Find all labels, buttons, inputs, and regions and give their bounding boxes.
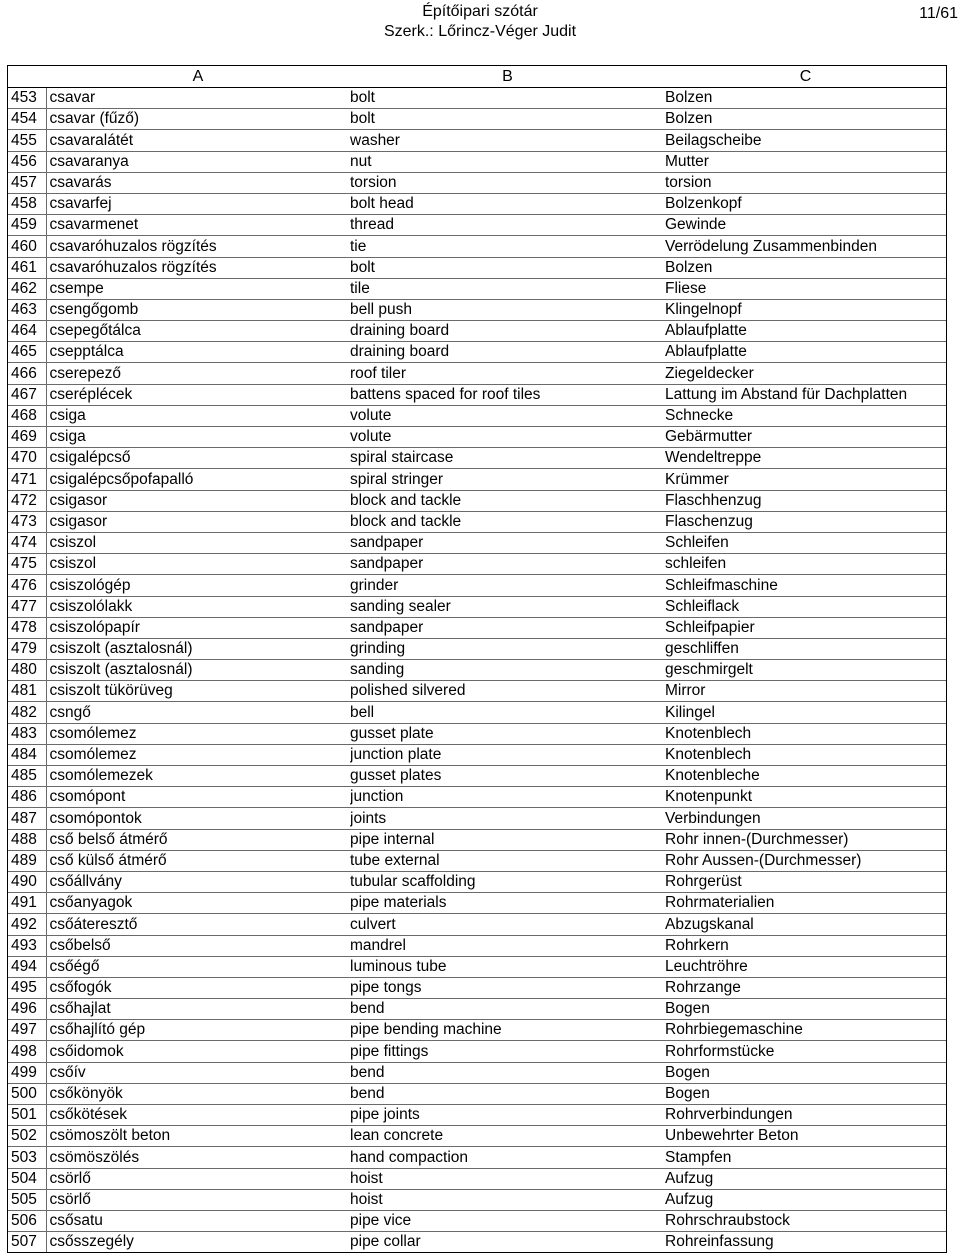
german-term: Rohrzange [665, 977, 946, 998]
table-row [8, 723, 946, 744]
hungarian-term: csigalépcső [46, 448, 350, 469]
row-number: 498 [8, 1041, 46, 1062]
english-term: pipe internal [350, 829, 665, 850]
row-number: 499 [8, 1062, 46, 1083]
row-number: 457 [8, 172, 46, 193]
table-row [8, 172, 946, 193]
table-row [8, 299, 946, 320]
document-title: Építőipari szótár [422, 3, 538, 20]
german-term: Schleifen [665, 532, 946, 553]
english-term: thread [350, 215, 665, 236]
german-term: Bogen [665, 1062, 946, 1083]
german-term: torsion [665, 172, 946, 193]
english-term: hoist [350, 1168, 665, 1189]
german-term: Mirror [665, 681, 946, 702]
english-term: tile [350, 278, 665, 299]
table-row [8, 702, 946, 723]
hungarian-term: csengőgomb [46, 299, 350, 320]
table-row [8, 215, 946, 236]
hungarian-term: csiszol [46, 532, 350, 553]
german-term: Bogen [665, 999, 946, 1020]
english-term: gusset plates [350, 766, 665, 787]
hungarian-term: csőív [46, 1062, 350, 1083]
english-term: pipe tongs [350, 977, 665, 998]
german-term: Ablaufplatte [665, 342, 946, 363]
row-number: 463 [8, 299, 46, 320]
row-number: 460 [8, 236, 46, 257]
row-number: 477 [8, 596, 46, 617]
row-number: 490 [8, 871, 46, 892]
english-term: block and tackle [350, 511, 665, 532]
hungarian-term: csngő [46, 702, 350, 723]
table-row [8, 88, 946, 109]
english-term: pipe materials [350, 893, 665, 914]
german-term: Bolzen [665, 88, 946, 109]
english-term: bend [350, 1062, 665, 1083]
row-number: 504 [8, 1168, 46, 1189]
table-row [8, 1083, 946, 1104]
row-number: 501 [8, 1105, 46, 1126]
row-number: 474 [8, 532, 46, 553]
german-term: Knotenblech [665, 723, 946, 744]
english-term: sandpaper [350, 554, 665, 575]
hungarian-term: csiszol [46, 554, 350, 575]
german-term: Rohr Aussen-(Durchmesser) [665, 850, 946, 871]
english-term: spiral stringer [350, 469, 665, 490]
column-header-b: B [350, 66, 665, 88]
german-term: Rohr innen-(Durchmesser) [665, 829, 946, 850]
table-row [8, 956, 946, 977]
row-number: 503 [8, 1147, 46, 1168]
german-term: Bogen [665, 1083, 946, 1104]
german-term: Ziegeldecker [665, 363, 946, 384]
table-row [8, 321, 946, 342]
hungarian-term: csomópont [46, 787, 350, 808]
hungarian-term: csepptálca [46, 342, 350, 363]
english-term: draining board [350, 342, 665, 363]
german-term: Verbindungen [665, 808, 946, 829]
row-number: 500 [8, 1083, 46, 1104]
table-row [8, 1041, 946, 1062]
english-term: bolt [350, 257, 665, 278]
dictionary-table [8, 66, 946, 1253]
hungarian-term: csiszolópapír [46, 617, 350, 638]
row-number: 491 [8, 893, 46, 914]
table-row [8, 596, 946, 617]
german-term: Rohrformstücke [665, 1041, 946, 1062]
hungarian-term: csőégő [46, 956, 350, 977]
hungarian-term: cseréplécek [46, 384, 350, 405]
table-row [8, 1105, 946, 1126]
row-number: 481 [8, 681, 46, 702]
german-term: Schleifmaschine [665, 575, 946, 596]
row-number: 478 [8, 617, 46, 638]
english-term: pipe bending machine [350, 1020, 665, 1041]
table-row [8, 109, 946, 130]
german-term: Bolzen [665, 257, 946, 278]
german-term: Flaschenzug [665, 511, 946, 532]
english-term: sandpaper [350, 532, 665, 553]
german-term: Leuchtröhre [665, 956, 946, 977]
row-number: 496 [8, 999, 46, 1020]
english-term: tie [350, 236, 665, 257]
hungarian-term: csőfogók [46, 977, 350, 998]
row-number: 458 [8, 193, 46, 214]
table-row [8, 1168, 946, 1189]
german-term: Gebärmutter [665, 427, 946, 448]
german-term: geschliffen [665, 638, 946, 659]
table-row [8, 638, 946, 659]
english-term: hand compaction [350, 1147, 665, 1168]
table-row [8, 405, 946, 426]
hungarian-term: cső belső átmérő [46, 829, 350, 850]
row-number: 453 [8, 88, 46, 109]
table-row [8, 850, 946, 871]
row-number: 489 [8, 850, 46, 871]
german-term: Lattung im Abstand für Dachplatten [665, 384, 946, 405]
english-term: tubular scaffolding [350, 871, 665, 892]
hungarian-term: csomólemezek [46, 766, 350, 787]
table-row [8, 532, 946, 553]
english-term: grinding [350, 638, 665, 659]
english-term: luminous tube [350, 956, 665, 977]
row-number: 468 [8, 405, 46, 426]
row-number: 465 [8, 342, 46, 363]
german-term: Beilagscheibe [665, 130, 946, 151]
english-term: polished silvered [350, 681, 665, 702]
column-header-number [8, 66, 46, 88]
hungarian-term: csavaróhuzalos rögzítés [46, 236, 350, 257]
english-term: battens spaced for roof tiles [350, 384, 665, 405]
hungarian-term: csavar [46, 88, 350, 109]
row-number: 483 [8, 723, 46, 744]
table-body [8, 88, 946, 1253]
german-term: Mutter [665, 151, 946, 172]
english-term: draining board [350, 321, 665, 342]
english-term: bell push [350, 299, 665, 320]
german-term: Unbewehrter Beton [665, 1126, 946, 1147]
german-term: Wendeltreppe [665, 448, 946, 469]
table-row [8, 363, 946, 384]
english-term: volute [350, 427, 665, 448]
german-term: Ablaufplatte [665, 321, 946, 342]
english-term: nut [350, 151, 665, 172]
german-term: Rohreinfassung [665, 1232, 946, 1253]
row-number: 487 [8, 808, 46, 829]
table-row [8, 278, 946, 299]
english-term: tube external [350, 850, 665, 871]
table-row [8, 427, 946, 448]
english-term: mandrel [350, 935, 665, 956]
hungarian-term: csavarás [46, 172, 350, 193]
english-term: bend [350, 1083, 665, 1104]
english-term: joints [350, 808, 665, 829]
english-term: volute [350, 405, 665, 426]
row-number: 473 [8, 511, 46, 532]
table-row [8, 617, 946, 638]
hungarian-term: csömoszölt beton [46, 1126, 350, 1147]
english-term: roof tiler [350, 363, 665, 384]
row-number: 459 [8, 215, 46, 236]
row-number: 480 [8, 660, 46, 681]
hungarian-term: csőhajlító gép [46, 1020, 350, 1041]
german-term: Schleiflack [665, 596, 946, 617]
hungarian-term: csőkötések [46, 1105, 350, 1126]
english-term: bell [350, 702, 665, 723]
row-number: 454 [8, 109, 46, 130]
table-row [8, 469, 946, 490]
row-number: 456 [8, 151, 46, 172]
german-term: Knotenblech [665, 744, 946, 765]
table-row [8, 236, 946, 257]
german-term: Rohrgerüst [665, 871, 946, 892]
german-term: Schleifpapier [665, 617, 946, 638]
table-row [8, 766, 946, 787]
hungarian-term: csősatu [46, 1210, 350, 1231]
row-number: 479 [8, 638, 46, 659]
hungarian-term: csepegőtálca [46, 321, 350, 342]
row-number: 502 [8, 1126, 46, 1147]
german-term: Schnecke [665, 405, 946, 426]
table-row [8, 193, 946, 214]
english-term: pipe fittings [350, 1041, 665, 1062]
hungarian-term: csigalépcsőpofapalló [46, 469, 350, 490]
hungarian-term: csőkönyök [46, 1083, 350, 1104]
english-term: sanding sealer [350, 596, 665, 617]
row-number: 488 [8, 829, 46, 850]
row-number: 484 [8, 744, 46, 765]
table-row [8, 1210, 946, 1231]
german-term: Krümmer [665, 469, 946, 490]
german-term: Bolzenkopf [665, 193, 946, 214]
hungarian-term: csigasor [46, 511, 350, 532]
german-term: Rohrmaterialien [665, 893, 946, 914]
table-row [8, 257, 946, 278]
row-number: 494 [8, 956, 46, 977]
table-row [8, 935, 946, 956]
table-row [8, 999, 946, 1020]
hungarian-term: csiga [46, 427, 350, 448]
row-number: 471 [8, 469, 46, 490]
english-term: junction plate [350, 744, 665, 765]
hungarian-term: csőállvány [46, 871, 350, 892]
table-row [8, 660, 946, 681]
table-row [8, 1020, 946, 1041]
english-term: sanding [350, 660, 665, 681]
table-row [8, 744, 946, 765]
hungarian-term: csőbelső [46, 935, 350, 956]
english-term: pipe collar [350, 1232, 665, 1253]
row-number: 472 [8, 490, 46, 511]
row-number: 455 [8, 130, 46, 151]
hungarian-term: cserepező [46, 363, 350, 384]
hungarian-term: csörlő [46, 1189, 350, 1210]
german-term: Kilingel [665, 702, 946, 723]
hungarian-term: csőidomok [46, 1041, 350, 1062]
hungarian-term: csavaróhuzalos rögzítés [46, 257, 350, 278]
hungarian-term: csörlő [46, 1168, 350, 1189]
hungarian-term: csavarfej [46, 193, 350, 214]
english-term: pipe joints [350, 1105, 665, 1126]
german-term: Aufzug [665, 1168, 946, 1189]
row-number: 485 [8, 766, 46, 787]
hungarian-term: csomópontok [46, 808, 350, 829]
english-term: grinder [350, 575, 665, 596]
german-term: Knotenpunkt [665, 787, 946, 808]
row-number: 467 [8, 384, 46, 405]
row-number: 493 [8, 935, 46, 956]
table-row [8, 1232, 946, 1253]
table-row [8, 1189, 946, 1210]
row-number: 505 [8, 1189, 46, 1210]
table-row [8, 893, 946, 914]
hungarian-term: csiga [46, 405, 350, 426]
row-number: 461 [8, 257, 46, 278]
english-term: torsion [350, 172, 665, 193]
page-number: 11/61 [919, 5, 958, 22]
english-term: washer [350, 130, 665, 151]
row-number: 495 [8, 977, 46, 998]
english-term: bolt [350, 109, 665, 130]
hungarian-term: csavarmenet [46, 215, 350, 236]
dictionary-sheet [7, 65, 947, 1253]
german-term: Verrödelung Zusammenbinden [665, 236, 946, 257]
column-header-a: A [46, 66, 350, 88]
table-row [8, 829, 946, 850]
german-term: Flaschhenzug [665, 490, 946, 511]
table-row [8, 448, 946, 469]
table-row [8, 490, 946, 511]
english-term: hoist [350, 1189, 665, 1210]
hungarian-term: csigasor [46, 490, 350, 511]
english-term: bolt head [350, 193, 665, 214]
table-row [8, 384, 946, 405]
hungarian-term: csempe [46, 278, 350, 299]
hungarian-term: csiszolólakk [46, 596, 350, 617]
table-row [8, 575, 946, 596]
table-row [8, 511, 946, 532]
german-term: Aufzug [665, 1189, 946, 1210]
hungarian-term: csavaralátét [46, 130, 350, 151]
column-header-c: C [665, 66, 946, 88]
table-row [8, 1126, 946, 1147]
english-term: gusset plate [350, 723, 665, 744]
german-term: Rohrkern [665, 935, 946, 956]
english-term: junction [350, 787, 665, 808]
document-editor: Szerk.: Lőrincz-Véger Judit [383, 23, 577, 40]
row-number: 466 [8, 363, 46, 384]
english-term: lean concrete [350, 1126, 665, 1147]
row-number: 464 [8, 321, 46, 342]
table-row [8, 808, 946, 829]
hungarian-term: csőáteresztő [46, 914, 350, 935]
table-row [8, 1147, 946, 1168]
table-row [8, 871, 946, 892]
row-number: 462 [8, 278, 46, 299]
hungarian-term: csavaranya [46, 151, 350, 172]
english-term: sandpaper [350, 617, 665, 638]
row-number: 476 [8, 575, 46, 596]
hungarian-term: csiszológép [46, 575, 350, 596]
row-number: 506 [8, 1210, 46, 1231]
hungarian-term: csőanyagok [46, 893, 350, 914]
german-term: Klingelnopf [665, 299, 946, 320]
english-term: culvert [350, 914, 665, 935]
german-term: Fliese [665, 278, 946, 299]
table-row [8, 1062, 946, 1083]
table-row [8, 151, 946, 172]
row-number: 497 [8, 1020, 46, 1041]
column-header-row [8, 66, 946, 88]
row-number: 470 [8, 448, 46, 469]
table-row [8, 977, 946, 998]
hungarian-term: csőhajlat [46, 999, 350, 1020]
hungarian-term: csiszolt (asztalosnál) [46, 660, 350, 681]
row-number: 482 [8, 702, 46, 723]
hungarian-term: csősszegély [46, 1232, 350, 1253]
row-number: 475 [8, 554, 46, 575]
german-term: geschmirgelt [665, 660, 946, 681]
hungarian-term: csiszolt tükörüveg [46, 681, 350, 702]
german-term: schleifen [665, 554, 946, 575]
german-term: Rohrverbindungen [665, 1105, 946, 1126]
german-term: Bolzen [665, 109, 946, 130]
german-term: Stampfen [665, 1147, 946, 1168]
row-number: 492 [8, 914, 46, 935]
english-term: bend [350, 999, 665, 1020]
english-term: block and tackle [350, 490, 665, 511]
english-term: spiral staircase [350, 448, 665, 469]
hungarian-term: csomólemez [46, 723, 350, 744]
english-term: pipe vice [350, 1210, 665, 1231]
german-term: Abzugskanal [665, 914, 946, 935]
table-row [8, 130, 946, 151]
row-number: 507 [8, 1232, 46, 1253]
table-row [8, 554, 946, 575]
hungarian-term: csomólemez [46, 744, 350, 765]
table-row [8, 787, 946, 808]
german-term: Knotenbleche [665, 766, 946, 787]
english-term: bolt [350, 88, 665, 109]
row-number: 486 [8, 787, 46, 808]
german-term: Rohrschraubstock [665, 1210, 946, 1231]
hungarian-term: csiszolt (asztalosnál) [46, 638, 350, 659]
table-row [8, 914, 946, 935]
table-row [8, 681, 946, 702]
hungarian-term: csavar (fűző) [46, 109, 350, 130]
hungarian-term: cső külső átmérő [46, 850, 350, 871]
hungarian-term: csömöszölés [46, 1147, 350, 1168]
row-number: 469 [8, 427, 46, 448]
german-term: Rohrbiegemaschine [665, 1020, 946, 1041]
german-term: Gewinde [665, 215, 946, 236]
page-header [0, 0, 960, 44]
table-row [8, 342, 946, 363]
